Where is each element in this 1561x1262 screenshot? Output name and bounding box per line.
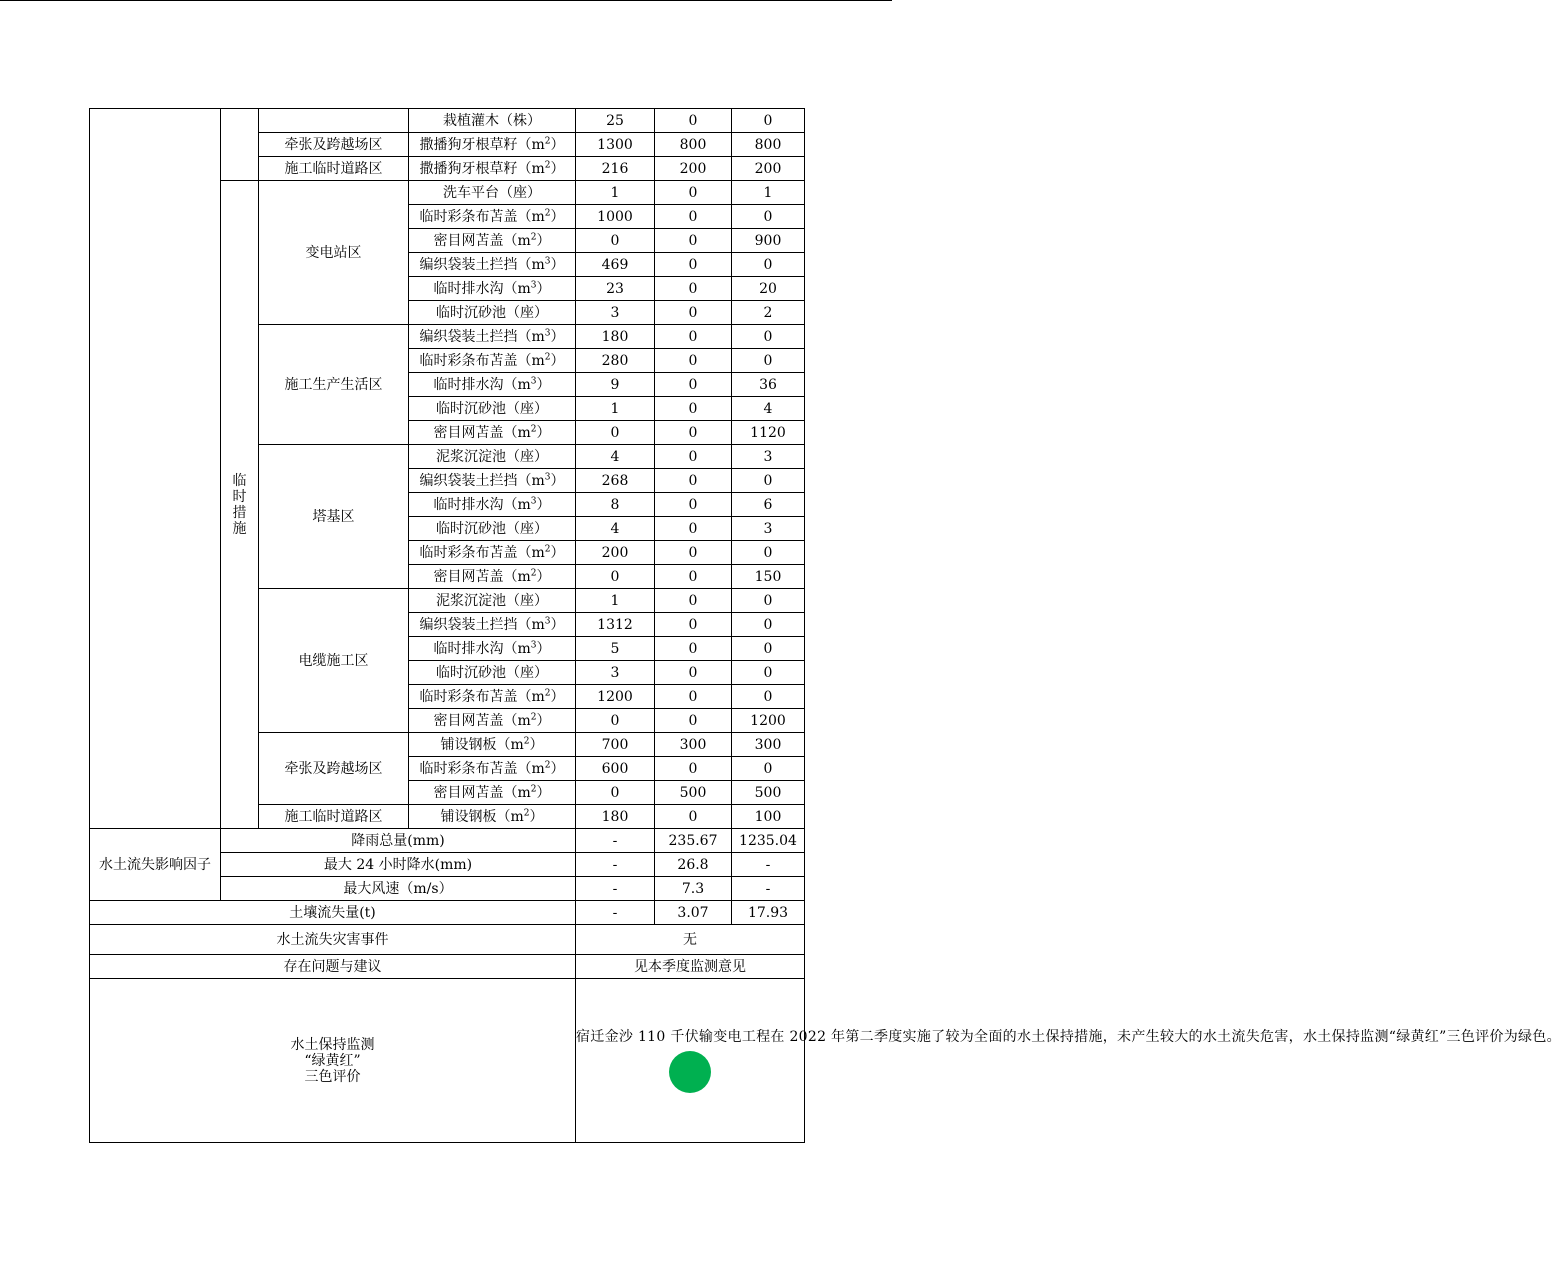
value-cell-1: 3 bbox=[576, 301, 655, 325]
issues-label: 存在问题与建议 bbox=[90, 955, 576, 979]
area-cell: 施工生产生活区 bbox=[259, 325, 409, 445]
value-cell-1: 25 bbox=[576, 109, 655, 133]
value-cell-1: 4 bbox=[576, 445, 655, 469]
value-cell-3: 0 bbox=[732, 757, 805, 781]
value-cell-2: 0 bbox=[655, 445, 732, 469]
value-cell-2: 0 bbox=[655, 373, 732, 397]
measure-cell: 临时彩条布苫盖$(m^2)$ bbox=[409, 349, 576, 373]
area-cell: 变电站区 bbox=[259, 181, 409, 325]
value-cell-3: - bbox=[732, 877, 805, 901]
disaster-label: 水土流失灾害事件 bbox=[90, 925, 576, 955]
value-cell-3: 1120 bbox=[732, 421, 805, 445]
value-cell-2: 0 bbox=[655, 181, 732, 205]
issues-row bbox=[90, 955, 805, 979]
value-cell-3: 0 bbox=[732, 109, 805, 133]
value-cell-3: 0 bbox=[732, 661, 805, 685]
measure-cell: 洗车平台（座） bbox=[409, 181, 576, 205]
value-cell-1: 3 bbox=[576, 661, 655, 685]
value-cell-2: 0 bbox=[655, 565, 732, 589]
value-cell-2: 500 bbox=[655, 781, 732, 805]
value-cell-1: - bbox=[576, 877, 655, 901]
value-cell-3: 200 bbox=[732, 157, 805, 181]
value-cell-1: - bbox=[576, 853, 655, 877]
area-cell: 电缆施工区 bbox=[259, 589, 409, 733]
subcategory-cell-empty bbox=[221, 109, 259, 181]
value-cell-3: 0 bbox=[732, 613, 805, 637]
measure-cell: 栽植灌木（株） bbox=[409, 109, 576, 133]
value-cell-2: 0 bbox=[655, 397, 732, 421]
evaluation-label-line: 水土保持监测 bbox=[290, 1036, 375, 1053]
area-cell: 施工临时道路区 bbox=[259, 157, 409, 181]
value-cell-2: 0 bbox=[655, 469, 732, 493]
value-cell-2: 0 bbox=[655, 541, 732, 565]
value-cell-1: 23 bbox=[576, 277, 655, 301]
measure-cell: 临时沉砂池（座） bbox=[409, 301, 576, 325]
value-cell-2: 0 bbox=[655, 253, 732, 277]
value-cell-1: 200 bbox=[576, 541, 655, 565]
value-cell-2: 0 bbox=[655, 325, 732, 349]
evaluation-label-line: “绿黄红” bbox=[304, 1052, 361, 1069]
area-cell-empty bbox=[259, 109, 409, 133]
evaluation-label-line: 三色评价 bbox=[304, 1068, 361, 1085]
measure-cell: 编织袋装土拦挡$(m^3)$ bbox=[409, 253, 576, 277]
value-cell-2: 0 bbox=[655, 277, 732, 301]
value-cell-1: - bbox=[576, 829, 655, 853]
disaster-row bbox=[90, 925, 805, 955]
value-cell-3: 0 bbox=[732, 349, 805, 373]
evaluation-label bbox=[90, 979, 576, 1143]
value-cell-1: 0 bbox=[576, 421, 655, 445]
value-cell-1: 0 bbox=[576, 565, 655, 589]
value-cell-2: 0 bbox=[655, 589, 732, 613]
value-cell-3: 300 bbox=[732, 733, 805, 757]
measure-cell: 临时彩条布苫盖$(m^2)$ bbox=[409, 541, 576, 565]
value-cell-3: 150 bbox=[732, 565, 805, 589]
table-row bbox=[90, 109, 805, 133]
page-top-rule bbox=[0, 0, 892, 1]
value-cell-2: 0 bbox=[655, 661, 732, 685]
value-cell-2: 0 bbox=[655, 637, 732, 661]
value-cell-1: 1 bbox=[576, 589, 655, 613]
value-cell-3: 20 bbox=[732, 277, 805, 301]
value-cell-3: 17.93 bbox=[732, 901, 805, 925]
measure-cell: 临时彩条布苫盖$(m^2)$ bbox=[409, 205, 576, 229]
category-cell-empty bbox=[90, 109, 221, 829]
value-cell-1: 1200 bbox=[576, 685, 655, 709]
value-cell-1: 280 bbox=[576, 349, 655, 373]
area-cell: 牵张及跨越场区 bbox=[259, 133, 409, 157]
value-cell-2: 3.07 bbox=[655, 901, 732, 925]
value-cell-3: 1235.04 bbox=[732, 829, 805, 853]
value-cell-3: 2 bbox=[732, 301, 805, 325]
value-cell-2: 0 bbox=[655, 805, 732, 829]
value-cell-2: 26.8 bbox=[655, 853, 732, 877]
value-cell-1: 180 bbox=[576, 805, 655, 829]
evaluation-text: 宿迁金沙 110 千伏输变电工程在 2022 年第二季度实施了较为全面的水土保持措施，未产生较大的水土流失危害，水土保持监测“绿黄红”三色评价为绿色。 bbox=[576, 1028, 1561, 1045]
value-cell-2: 300 bbox=[655, 733, 732, 757]
value-cell-1: 1000 bbox=[576, 205, 655, 229]
measure-cell: 密目网苫盖$(m^2)$ bbox=[409, 565, 576, 589]
value-cell-3: 800 bbox=[732, 133, 805, 157]
value-cell-3: 1 bbox=[732, 181, 805, 205]
measure-cell: 密目网苫盖$(m^2)$ bbox=[409, 421, 576, 445]
value-cell-3: 36 bbox=[732, 373, 805, 397]
value-cell-2: 0 bbox=[655, 709, 732, 733]
value-cell-2: 0 bbox=[655, 421, 732, 445]
value-cell-3: 0 bbox=[732, 205, 805, 229]
value-cell-1: 1300 bbox=[576, 133, 655, 157]
soil-loss-label: 土壤流失量(t) bbox=[90, 901, 576, 925]
value-cell-3: 0 bbox=[732, 253, 805, 277]
value-cell-2: 7.3 bbox=[655, 877, 732, 901]
value-cell-3: 3 bbox=[732, 445, 805, 469]
value-cell-1: 4 bbox=[576, 517, 655, 541]
factor-row bbox=[90, 829, 805, 853]
value-cell-1: 469 bbox=[576, 253, 655, 277]
value-cell-1: 268 bbox=[576, 469, 655, 493]
value-cell-1: 1 bbox=[576, 397, 655, 421]
green-status-dot bbox=[669, 1051, 711, 1093]
value-cell-2: 0 bbox=[655, 685, 732, 709]
value-cell-2: 0 bbox=[655, 517, 732, 541]
measure-cell: 铺设钢板$(m^2)$ bbox=[409, 733, 576, 757]
measure-cell: 泥浆沉淀池（座） bbox=[409, 445, 576, 469]
measure-cell: 临时排水沟$(m^3)$ bbox=[409, 493, 576, 517]
factors-label: 水土流失影响因子 bbox=[90, 829, 221, 901]
value-cell-3: 0 bbox=[732, 325, 805, 349]
measure-cell: 铺设钢板$(m^2)$ bbox=[409, 805, 576, 829]
value-cell-1: 0 bbox=[576, 709, 655, 733]
value-cell-2: 0 bbox=[655, 301, 732, 325]
value-cell-3: 500 bbox=[732, 781, 805, 805]
measure-cell: 泥浆沉淀池（座） bbox=[409, 589, 576, 613]
area-cell: 施工临时道路区 bbox=[259, 805, 409, 829]
value-cell-1: 216 bbox=[576, 157, 655, 181]
value-cell-1: 1312 bbox=[576, 613, 655, 637]
value-cell-2: 0 bbox=[655, 493, 732, 517]
value-cell-3: 0 bbox=[732, 469, 805, 493]
measure-cell: 编织袋装土拦挡$(m^3)$ bbox=[409, 325, 576, 349]
value-cell-1: 1 bbox=[576, 181, 655, 205]
measure-cell: 密目网苫盖$(m^2)$ bbox=[409, 781, 576, 805]
factor-name: 最大风速（m/s） bbox=[221, 877, 576, 901]
soil-loss-row bbox=[90, 901, 805, 925]
value-cell-3: - bbox=[732, 853, 805, 877]
value-cell-3: 0 bbox=[732, 685, 805, 709]
value-cell-1: 8 bbox=[576, 493, 655, 517]
temp-measures-label: 临 时 措 施 bbox=[221, 181, 259, 829]
monitoring-table bbox=[89, 108, 1561, 1143]
value-cell-2: 235.67 bbox=[655, 829, 732, 853]
area-cell: 塔基区 bbox=[259, 445, 409, 589]
value-cell-3: 0 bbox=[732, 541, 805, 565]
value-cell-2: 0 bbox=[655, 613, 732, 637]
value-cell-1: 5 bbox=[576, 637, 655, 661]
evaluation-row bbox=[90, 979, 805, 1143]
value-cell-2: 0 bbox=[655, 109, 732, 133]
value-cell-2: 200 bbox=[655, 157, 732, 181]
value-cell-1: 700 bbox=[576, 733, 655, 757]
value-cell-1: 9 bbox=[576, 373, 655, 397]
value-cell-3: 6 bbox=[732, 493, 805, 517]
measure-cell: 临时沉砂池（座） bbox=[409, 661, 576, 685]
factor-name: 最大 24 小时降水(mm) bbox=[221, 853, 576, 877]
value-cell-1: 0 bbox=[576, 781, 655, 805]
value-cell-2: 0 bbox=[655, 349, 732, 373]
measure-cell: 临时彩条布苫盖$(m^2)$ bbox=[409, 685, 576, 709]
measure-cell: 编织袋装土拦挡$(m^3)$ bbox=[409, 613, 576, 637]
value-cell-1: 180 bbox=[576, 325, 655, 349]
area-cell: 牵张及跨越场区 bbox=[259, 733, 409, 805]
value-cell-2: 0 bbox=[655, 229, 732, 253]
measure-cell: 临时排水沟$(m^3)$ bbox=[409, 637, 576, 661]
value-cell-3: 900 bbox=[732, 229, 805, 253]
evaluation-text-cell bbox=[576, 979, 1561, 1143]
measure-cell: 撒播狗牙根草籽$(m^2)$ bbox=[409, 157, 576, 181]
disaster-value: 无 bbox=[576, 925, 805, 955]
value-cell-1: 0 bbox=[576, 229, 655, 253]
measure-cell: 临时沉砂池（座） bbox=[409, 397, 576, 421]
measure-cell: 撒播狗牙根草籽$(m^2)$ bbox=[409, 133, 576, 157]
value-cell-3: 1200 bbox=[732, 709, 805, 733]
measure-cell: 临时排水沟$(m^3)$ bbox=[409, 277, 576, 301]
value-cell-1: 600 bbox=[576, 757, 655, 781]
measure-cell: 临时彩条布苫盖$(m^2)$ bbox=[409, 757, 576, 781]
value-cell-3: 0 bbox=[732, 589, 805, 613]
value-cell-3: 3 bbox=[732, 517, 805, 541]
measure-cell: 临时排水沟$(m^3)$ bbox=[409, 373, 576, 397]
measure-cell: 编织袋装土拦挡$(m^3)$ bbox=[409, 469, 576, 493]
issues-value: 见本季度监测意见 bbox=[576, 955, 805, 979]
value-cell-1: - bbox=[576, 901, 655, 925]
value-cell-2: 0 bbox=[655, 757, 732, 781]
value-cell-2: 800 bbox=[655, 133, 732, 157]
measure-cell: 临时沉砂池（座） bbox=[409, 517, 576, 541]
value-cell-3: 0 bbox=[732, 637, 805, 661]
factor-name: 降雨总量(mm) bbox=[221, 829, 576, 853]
measure-cell: 密目网苫盖$(m^2)$ bbox=[409, 709, 576, 733]
value-cell-3: 100 bbox=[732, 805, 805, 829]
value-cell-2: 0 bbox=[655, 205, 732, 229]
measure-cell: 密目网苫盖$(m^2)$ bbox=[409, 229, 576, 253]
value-cell-3: 4 bbox=[732, 397, 805, 421]
